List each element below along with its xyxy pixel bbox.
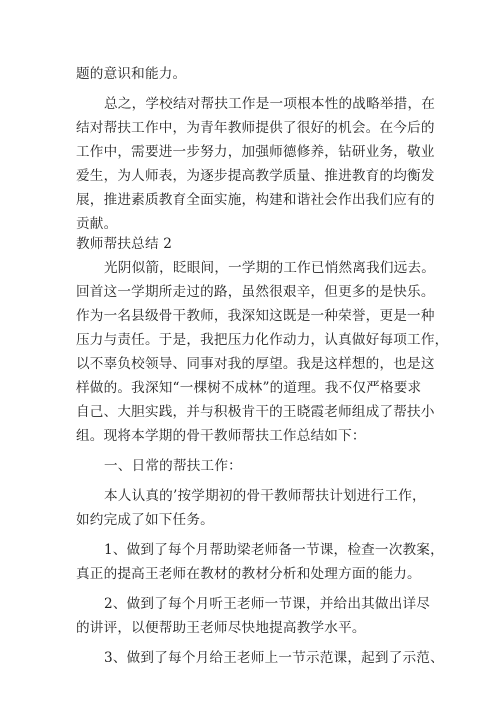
list-item-first-line: 3、做到了每个月给王老师上一节示范课，起到了示范、: [104, 650, 444, 666]
text-line: 工作中，需要进一步努力，加强师德修养，钻研业务，敬业: [76, 144, 435, 160]
paragraph-first-line: 光阴似箭，眨眼间，一学期的工作已悄然离我们远去。: [104, 260, 436, 276]
text-line: 组。现将本学期的骨干教师帮扶工作总结如下：: [76, 428, 366, 444]
list-item-first-line: 2、做到了每个月听王老师一节课，并给出其做出详尽: [104, 596, 431, 612]
text-line: 以不辜负校领导、同事对我的厚望。我是这样想的，也是这: [76, 356, 435, 372]
text-line: 展，推进素质教育全面实施，构建和谐社会作出我们应有的: [76, 192, 435, 208]
list-item-first-line: 1、做到了每个月帮助梁老师备一节课，检查一次教案，: [104, 542, 444, 558]
section-heading: 教师帮扶总结 2: [76, 236, 173, 252]
text-line: 的讲评，以便帮助王老师尽快地提高教学水平。: [76, 620, 366, 636]
text-line: 样做的。我深知“一棵树不成林”的道理。我不仅严格要求: [76, 380, 422, 396]
text-line: 如约完成了如下任务。: [76, 512, 214, 528]
text-line: 结对帮扶工作中，为青年教师提供了很好的机会。在今后的: [76, 120, 435, 136]
text-line: 题的意识和能力。: [76, 66, 187, 82]
text-line: 爱生，为人师表，为逐步提高教学质量、推进教育的均衡发: [76, 168, 435, 184]
text-line: 自己、大胆实践，并与积极肯干的王晓霞老师组成了帮扶小: [76, 404, 435, 420]
text-line: 回首这一学期所走过的路，虽然很艰辛，但更多的是快乐。: [76, 284, 435, 300]
text-line: 作为一名县级骨干教师，我深知这既是一种荣誉，更是一种: [76, 308, 435, 324]
subsection-heading: 一、日常的帮扶工作：: [104, 458, 242, 474]
text-line: 贡献。: [76, 216, 118, 232]
text-line: 压力与责任。于是，我把压力化作动力，认真做好每项工作，: [76, 332, 449, 348]
paragraph-first-line: 本人认真的’按学期初的骨干教师帮扶计划进行工作，: [104, 488, 426, 504]
paragraph-first-line: 总之，学校结对帮扶工作是一项根本性的战略举措，在: [104, 96, 436, 112]
text-line: 真正的提高王老师在教材的教材分析和处理方面的能力。: [76, 566, 421, 582]
